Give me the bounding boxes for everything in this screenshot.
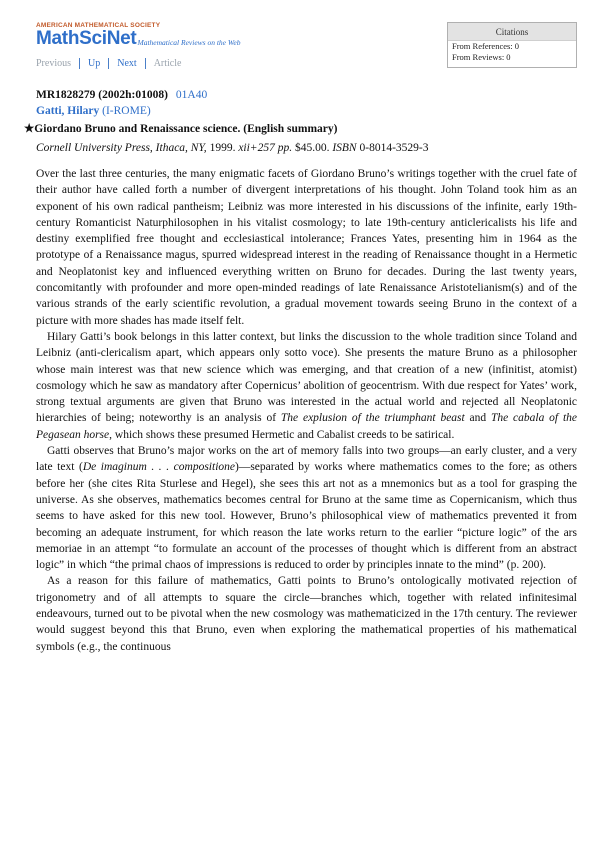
- review-navigation: [36, 58, 189, 69]
- author-line: [36, 104, 151, 118]
- book-title: ★Giordano Bruno and Renaissance science.: [24, 123, 241, 135]
- citations-from-references: From References: 0: [452, 41, 520, 51]
- italic-title-cabala: The cabala of the Pegasean horse: [36, 412, 577, 441]
- page-count: xii+257 pp.: [238, 142, 293, 154]
- citations-from-reviews: From Reviews: 0: [452, 52, 511, 62]
- review-paragraph-1: Over the last three centuries, the many enigmatic facets of Giordano Bruno’s writings together with the cruel fate of their author have called forth a number of divergent interpretations of his thought. John Toland took him as an exponent of his own radical pantheism; Leibniz was more interested in his discussions of the infinite, early 19th-century Romanticist Naturphilosophen in his vitalist cosmology; to late 19th-century anticlericalists his life and destiny exemplified free thought and ecclesiastical intolerance; Frances Yates, presenting him in 1964 as the prototype of a Renaissance magus, spurred widespread interest in the reading of Renaissance thought in a Hermetic and Neoplatonist key and influenced everything written on Bruno for decades. During the last twenty years, concomitantly with profounder and more open-minded readings of late Renaissance Aristotelianism(s) and of the various strands of the early scientific revolution, a gradual movement towards seeing Bruno in the context of a picture with more shades has made itself felt.: [36, 168, 577, 327]
- book-title-note: (English summary): [243, 123, 338, 135]
- review-paragraph-3: Gatti observes that Bruno’s major works on the art of memory falls into two groups—an early cluster, and a very late text (De imaginum . . . compositione)—separated by works where mathematics comes to the fore; as others before her (she cites Rita Sturlese and Hegel), she sees this art not as a mnemonics but as a tool for grasping the universe. As she observes, mathematics becomes central for Bruno at the same time as Copernicanism, which thus seems to have asked for this new tool. However, Bruno’s philosophical view of mathematics prevented it from becoming an adequate instrument, for which reason the late works return to the earlier “picture logic” of the ars memoriae in an attempt “to formulate an account of the processes of thought which is different from an abstract logic” in which “the primal chaos of impressions is reduced to order by principles innate to the mind” (p. 200).: [36, 445, 577, 572]
- price: $45.00.: [294, 142, 330, 154]
- review-paragraph-4: As a reason for this failure of mathematics, Gatti points to Bruno’s ontologically motivated rejection of trigonometry and of all attempts to square the circle—branches which, together with related infinitesimal endeavours, turned out to be pivotal when the new cosmology was mathematicized in the 17th century. The reviewer would suggest beyond this that Bruno, even when exploring the mathematical properties of his mathematical symbols (e.g., the continuous: [36, 575, 577, 653]
- author-affiliation: (I-ROME): [102, 105, 151, 117]
- logo-wordmark: MathSciNet: [36, 28, 137, 49]
- isbn-label: ISBN: [332, 142, 357, 154]
- nav-previous: Previous: [36, 58, 71, 69]
- citations-title: Citations: [448, 23, 576, 41]
- review-paragraph-2: Hilary Gatti’s book belongs in this latter context, but links the discussion to the whole tradition since Toland and Leibniz (anti-clericalism apart, which appears only sotto voce). She presents the mature Bruno as a philosopher whose main interest was that new science which was emerging, and that creation of a new (infinitist, atomist) cosmology which he saw as mandatory after Copernicus’ abolition of geocentrism. With due respect for Yates’ work, strong textual arguments are given that Bruno was interested in the actual world and rejected all Neoplatonic hierarchies of being; noteworthy is an analysis of The explusion of the triumphant beast and The cabala of the Pegasean horse, which shows these presumed Hermetic and Cabalist creeds to be satirical.: [36, 330, 577, 441]
- nav-up-link[interactable]: Up: [79, 58, 108, 69]
- classification-link[interactable]: 01A40: [175, 89, 208, 101]
- author-link[interactable]: Gatti, Hilary: [36, 105, 100, 117]
- mr-number: MR1828279 (2002h:01008): [36, 89, 168, 101]
- nav-next-link[interactable]: Next: [108, 58, 144, 69]
- publisher: Cornell University Press, Ithaca, NY,: [36, 142, 207, 154]
- nav-article: Article: [145, 58, 190, 69]
- mr-number-line: [36, 88, 207, 102]
- italic-title-beast: The explusion of the triumphant beast: [280, 412, 465, 425]
- ams-name: AMERICAN MATHEMATICAL SOCIETY: [36, 22, 161, 29]
- logo-tagline: Mathematical Reviews on the Web: [137, 38, 241, 47]
- publication-year: 1999.: [209, 142, 236, 154]
- isbn: 0-8014-3529-3: [359, 142, 429, 154]
- publication-info: [36, 141, 428, 155]
- citations-panel: [447, 22, 577, 68]
- mathscinet-logo[interactable]: [36, 22, 241, 49]
- review-body: [36, 166, 577, 655]
- book-title-line: [24, 122, 338, 136]
- italic-title-de-imaginum: De imaginum . . . compositione: [82, 461, 235, 474]
